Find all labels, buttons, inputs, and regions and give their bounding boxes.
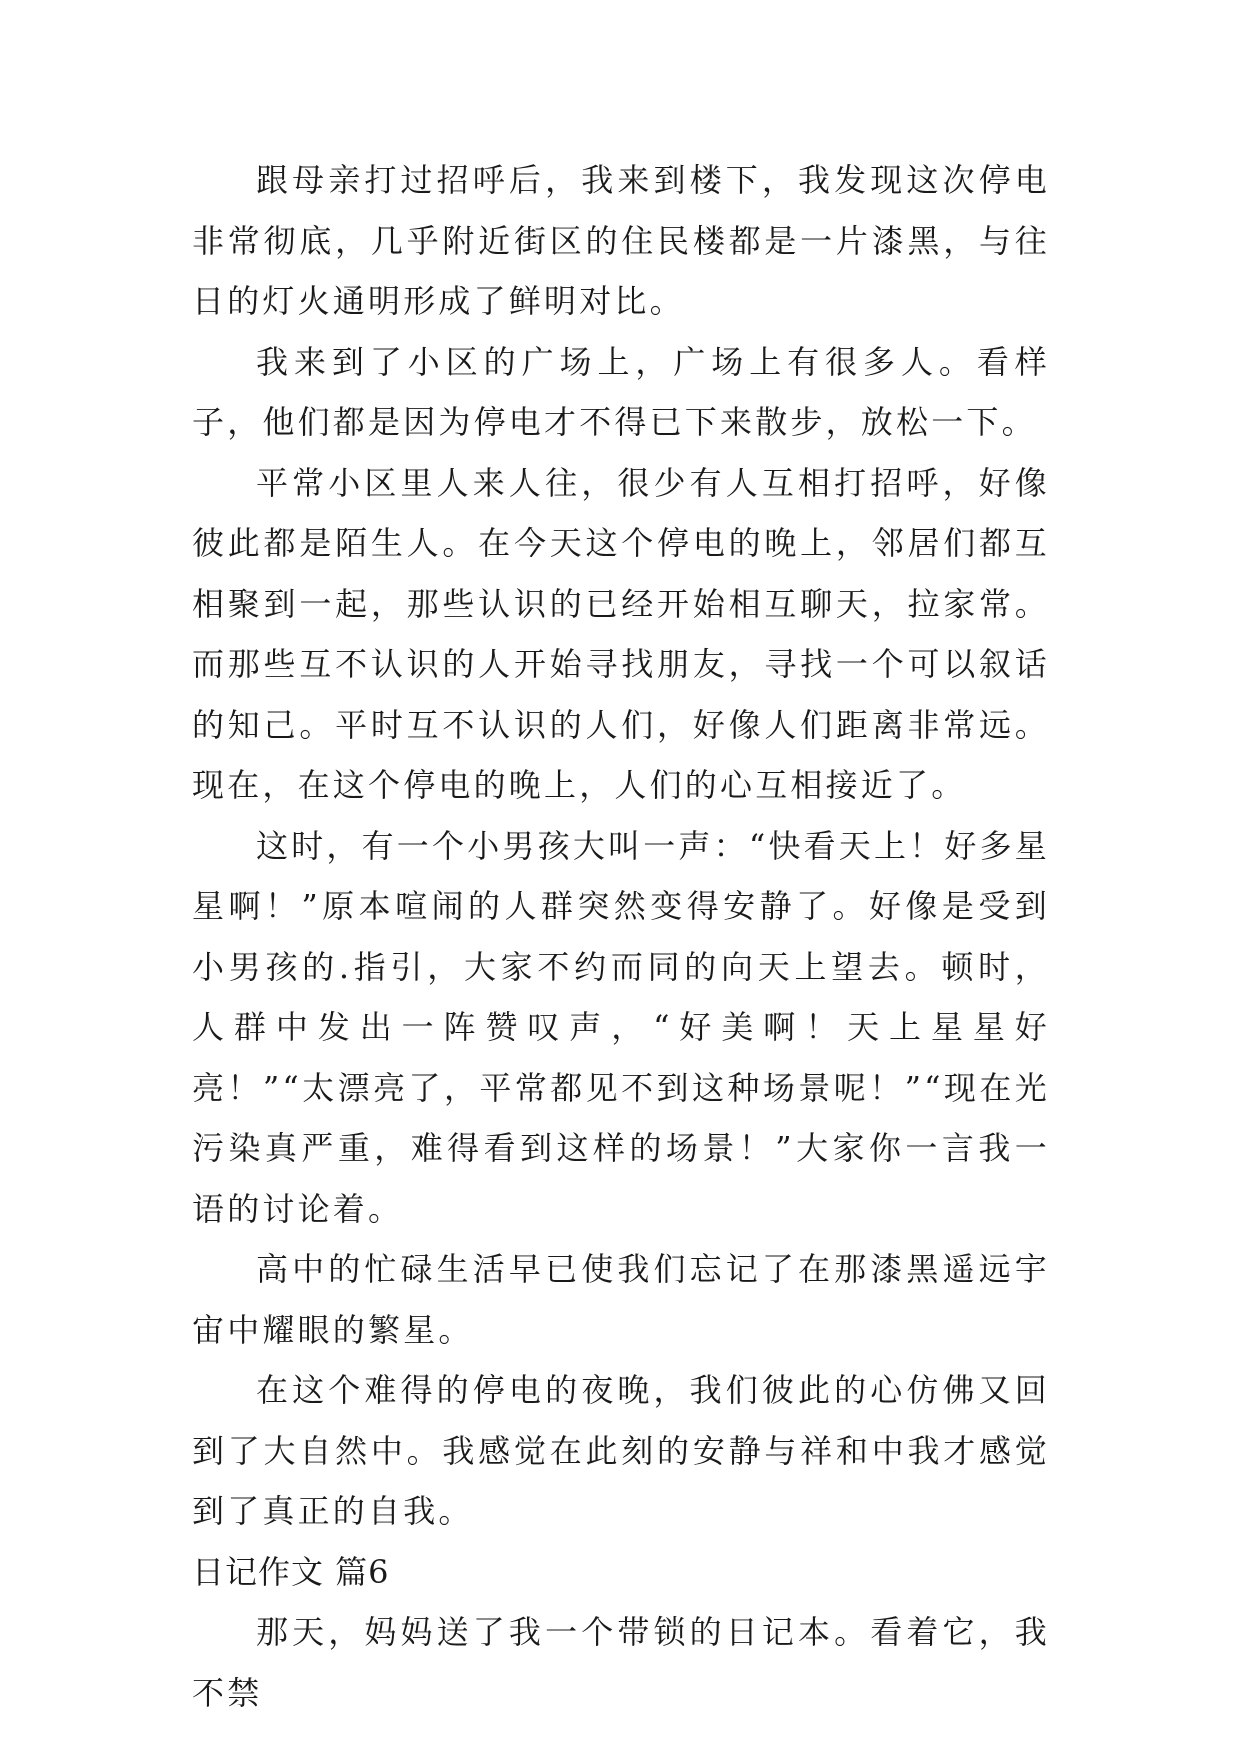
paragraph-2: 我来到了小区的广场上，广场上有很多人。看样子，他们都是因为停电才不得已下来散步，放松一下。: [192, 342, 1050, 441]
paragraph-5: 高中的忙碌生活早已使我们忘记了在那漆黑遥远宇宙中耀眼的繁星。: [192, 1250, 1050, 1349]
document-page: [192, 150, 1050, 1723]
section-heading: 日记作文 篇6: [192, 1552, 390, 1591]
paragraph-6: 在这个难得的停电的夜晚，我们彼此的心仿佛又回到了大自然中。我感觉在此刻的安静与祥和中我才感觉到了真正的自我。: [192, 1371, 1050, 1530]
paragraph-7: 那天，妈妈送了我一个带锁的日记本。看着它，我不禁: [192, 1613, 1050, 1712]
paragraph-1: 跟母亲打过招呼后，我来到楼下，我发现这次停电非常彻底，几乎附近街区的住民楼都是一片漆黑，与往日的灯火通明形成了鲜明对比。: [192, 161, 1050, 320]
paragraph-3: 平常小区里人来人往，很少有人互相打招呼，好像彼此都是陌生人。在今天这个停电的晚上，邻居们都互相聚到一起，那些认识的已经开始相互聊天，拉家常。而那些互不认识的人开始寻找朋友，寻找一个可以叙话的知己。平时互不认识的人们，好像人们距离非常远。现在，在这个停电的晚上，人们的心互相接近了。: [192, 463, 1050, 804]
paragraph-4: 这时，有一个小男孩大叫一声：“快看天上！好多星星啊！”原本喧闹的人群突然变得安静了。好像是受到小男孩的.指引，大家不约而同的向天上望去。顿时，人群中发出一阵赞叹声，“好美啊！天上星星好亮！”“太漂亮了，平常都见不到这种场景呢！”“现在光污染真严重，难得看到这样的场景！”大家你一言我一语的讨论着。: [192, 826, 1050, 1228]
